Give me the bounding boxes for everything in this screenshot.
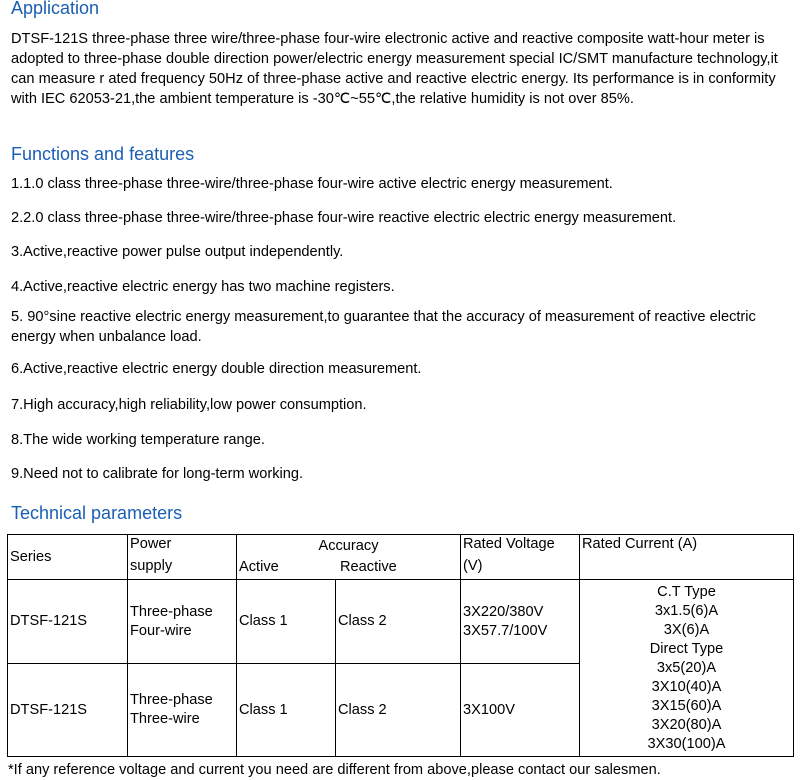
- table-header-row: [8, 535, 794, 580]
- current-value: 3X30(100)A: [647, 735, 726, 752]
- application-text: DTSF-121S three-phase three wire/three-phase four-wire electronic active and reactive composite watt-hour meter is adopted to three-phase double direction power/electric energy measurement special IC/SMT manufacture technology,it can measure r ated frequency 50Hz of three-phase active and reactive electric energy. Its performance is in conformity with IEC 62053-21,the ambient temperature is -30℃~55℃,the relative humidity is not over 85%.: [11, 31, 778, 107]
- feature-item-8: 8.The wide working temperature range.: [11, 432, 265, 448]
- current-value: C.T Type: [657, 583, 716, 600]
- footnote: *If any reference voltage and current you need are different from above,please contact our salesmen.: [8, 762, 661, 778]
- header-rated-voltage: Rated Voltage (V): [461, 535, 580, 580]
- feature-item-9: 9.Need not to calibrate for long-term working.: [11, 466, 304, 482]
- feature-item-3: 3.Active,reactive power pulse output independently.: [11, 244, 344, 260]
- row-2-reactive: Class 2: [336, 664, 461, 757]
- header-series: Series: [8, 535, 128, 580]
- row-1-power-supply: Three-phase Four-wire: [128, 580, 237, 664]
- feature-item-1: 1.1.0 class three-phase three-wire/three-phase four-wire active electric energy measurement.: [11, 176, 613, 192]
- feature-item-6: 6.Active,reactive electric energy double direction measurement.: [11, 361, 422, 377]
- feature-item-2: 2.2.0 class three-phase three-wire/three-phase four-wire reactive electric electric energy measurement.: [11, 210, 677, 226]
- header-power-supply: Power supply: [128, 535, 237, 580]
- row-2-voltage: 3X100V: [461, 664, 580, 757]
- row-1-active: Class 1: [237, 580, 336, 664]
- current-value: 3x5(20)A: [656, 659, 717, 676]
- current-value: 3X10(40)A: [651, 678, 722, 695]
- row-2-power-supply: Three-phase Three-wire: [128, 664, 237, 757]
- header-reactive: Reactive: [340, 559, 397, 575]
- header-accuracy: [237, 535, 461, 580]
- header-accuracy-title: Accuracy: [318, 538, 379, 554]
- row-2-series: DTSF-121S: [8, 664, 128, 757]
- feature-item-5: 5. 90°sine reactive electric energy measurement,to guarantee that the accuracy of measurement of reactive electric energy when unbalance load.: [11, 309, 756, 345]
- functions-heading: Functions and features: [11, 144, 195, 164]
- rated-current-cell: [580, 580, 794, 757]
- current-value: Direct Type: [649, 640, 724, 657]
- parameters-table: [7, 534, 794, 757]
- current-value: 3X15(60)A: [651, 697, 722, 714]
- feature-item-4: 4.Active,reactive electric energy has two machine registers.: [11, 279, 395, 295]
- header-rated-current: Rated Current (A): [580, 535, 794, 580]
- current-value: 3X(6)A: [663, 621, 710, 638]
- feature-item-7: 7.High accuracy,high reliability,low power consumption.: [11, 397, 367, 413]
- table-row: [8, 580, 794, 664]
- header-active: Active: [239, 559, 279, 575]
- row-1-reactive: Class 2: [336, 580, 461, 664]
- row-2-active: Class 1: [237, 664, 336, 757]
- application-heading: Application: [11, 0, 100, 18]
- row-1-series: DTSF-121S: [8, 580, 128, 664]
- technical-heading: Technical parameters: [11, 503, 183, 523]
- current-value: 3x1.5(6)A: [654, 602, 719, 619]
- row-1-voltage: 3X220/380V 3X57.7/100V: [461, 580, 580, 664]
- current-value: 3X20(80)A: [651, 716, 722, 733]
